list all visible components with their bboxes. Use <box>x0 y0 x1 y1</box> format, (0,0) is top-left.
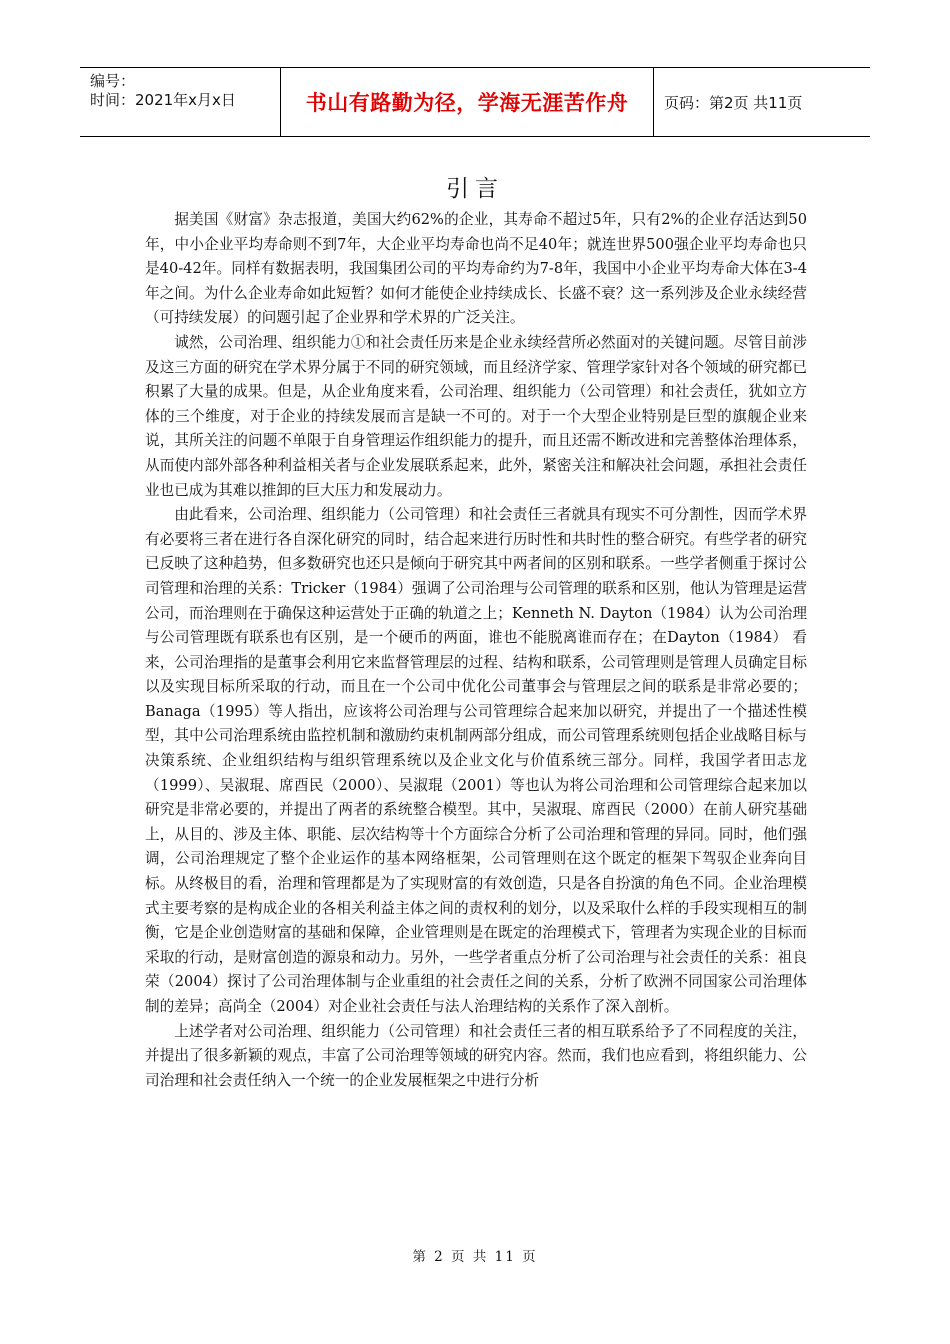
header-motto: 书山有路勤为径，学海无涯苦作舟 <box>281 68 654 136</box>
header-meta <box>80 68 281 136</box>
document-body <box>145 208 807 1093</box>
page-footer: 第 2 页 共 11 页 <box>412 1249 538 1265</box>
document-date-label: 时间：2021年x月x日 <box>90 91 236 109</box>
page-header <box>80 67 870 137</box>
paragraph: 上述学者对公司治理、组织能力（公司管理）和社会责任三者的相互联系给予了不同程度的关注，并提出了很多新颖的观点，丰富了公司治理等领域的研究内容。然而，我们也应看到，将组织能力、公司治理和社会责任纳入一个统一的企业发展框架之中进行分析 <box>145 1022 807 1089</box>
header-page-label: 页码：第2页 共11页 <box>664 93 803 112</box>
paragraph: 诚然，公司治理、组织能力①和社会责任历来是企业永续经营所必然面对的关键问题。尽管目前涉及这三方面的研究在学术界分属于不同的研究领域，而且经济学家、管理学家针对各个领域的研究都已积累了大量的成果。但是，从企业角度来看，公司治理、组织能力（公司管理）和社会责任，犹如立方体的三个维度，对于企业的持续发展而言是缺一不可的。对于一个大型企业特别是巨型的旗舰企业来说，其所关注的问题不单限于自身管理运作组织能力的提升，而且还需不断改进和完善整体治理体系，从而使内部外部各种利益相关者与企业发展联系起来，此外，紧密关注和解决社会问题，承担社会责任业也已成为其难以推卸的巨大压力和发展动力。 <box>145 333 807 499</box>
paragraph: 据美国《财富》杂志报道，美国大约62%的企业，其寿命不超过5年，只有2%的企业存活达到50年，中小企业平均寿命则不到7年，大企业平均寿命也尚不足40年；就连世界500强企业平均寿命也只是40-42年。同样有数据表明，我国集团公司的平均寿命约为7-8年，我国中小企业平均寿命大体在3-4年之间。为什么企业寿命如此短暂？如何才能使企业持续成长、长盛不衰？这一系列涉及企业永续经营（可持续发展）的问题引起了企业界和学术界的广泛关注。 <box>145 211 807 327</box>
document-number-label: 编号： <box>90 72 136 90</box>
document-title: 引言 <box>446 176 504 202</box>
paragraph: 由此看来，公司治理、组织能力（公司管理）和社会责任三者就具有现实不可分割性，因而学术界有必要将三者在进行各自深化研究的同时，结合起来进行历时性和共时性的整合研究。有些学者的研究已反映了这种趋势，但多数研究也还只是倾向于研究其中两者间的区别和联系。一些学者侧重于探讨公司管理和治理的关系：Tricker（1984）强调了公司治理与公司管理的联系和区别，他认为管理是运营公司，而治理则在于确保这种运营处于正确的轨道之上；Kenneth N. Dayton（1984）认为公司治理与公司管理既有联系也有区别，是一个硬币的两面，谁也不能脱离谁而存在；在Dayton（1984） 看来，公司治理指的是董事会利用它来监督管理层的过程、结构和联系，公司管理则是管理人员确定目标以及实现目标所采取的行动，而且在一个公司中优化公司董事会与管理层之间的联系是非常必要的；Banaga（1995）等人指出，应该将公司治理与公司管理综合起来加以研究，并提出了一个描述性模型，其中公司治理系统由监控机制和激励约束机制两部分组成，而公司管理系统则包括企业战略目标与决策系统、企业组织结构与组织管理系统以及企业文化与价值系统三部分。同样，我国学者田志龙（1999）、吴淑琨、席酉民（2000）、吴淑琨（2001）等也认为将公司治理和公司管理综合起来加以研究是非常必要的，并提出了两者的系统整合模型。其中，吴淑琨、席酉民（2000）在前人研究基础上，从目的、涉及主体、职能、层次结构等十个方面综合分析了公司治理和管理的异同。同时，他们强调，公司治理规定了整个企业运作的基本网络框架，公司管理则在这个既定的框架下驾驭企业奔向目标。从终极目的看，治理和管理都是为了实现财富的有效创造，只是各自扮演的角色不同。企业治理模式主要考察的是构成企业的各相关利益主体之间的责权利的划分，以及采取什么样的手段实现相互的制衡，它是企业创造财富的基础和保障，企业管理则是在既定的治理模式下，管理者为实现企业的目标而采取的行动，是财富创造的源泉和动力。另外，一些学者重点分析了公司治理与社会责任的关系：祖良荣（2004）探讨了公司治理体制与企业重组的社会责任之间的关系，分析了欧洲不同国家公司治理体制的差异；高尚全（2004）对企业社会责任与法人治理结构的关系作了深入剖析。 <box>145 506 807 1015</box>
